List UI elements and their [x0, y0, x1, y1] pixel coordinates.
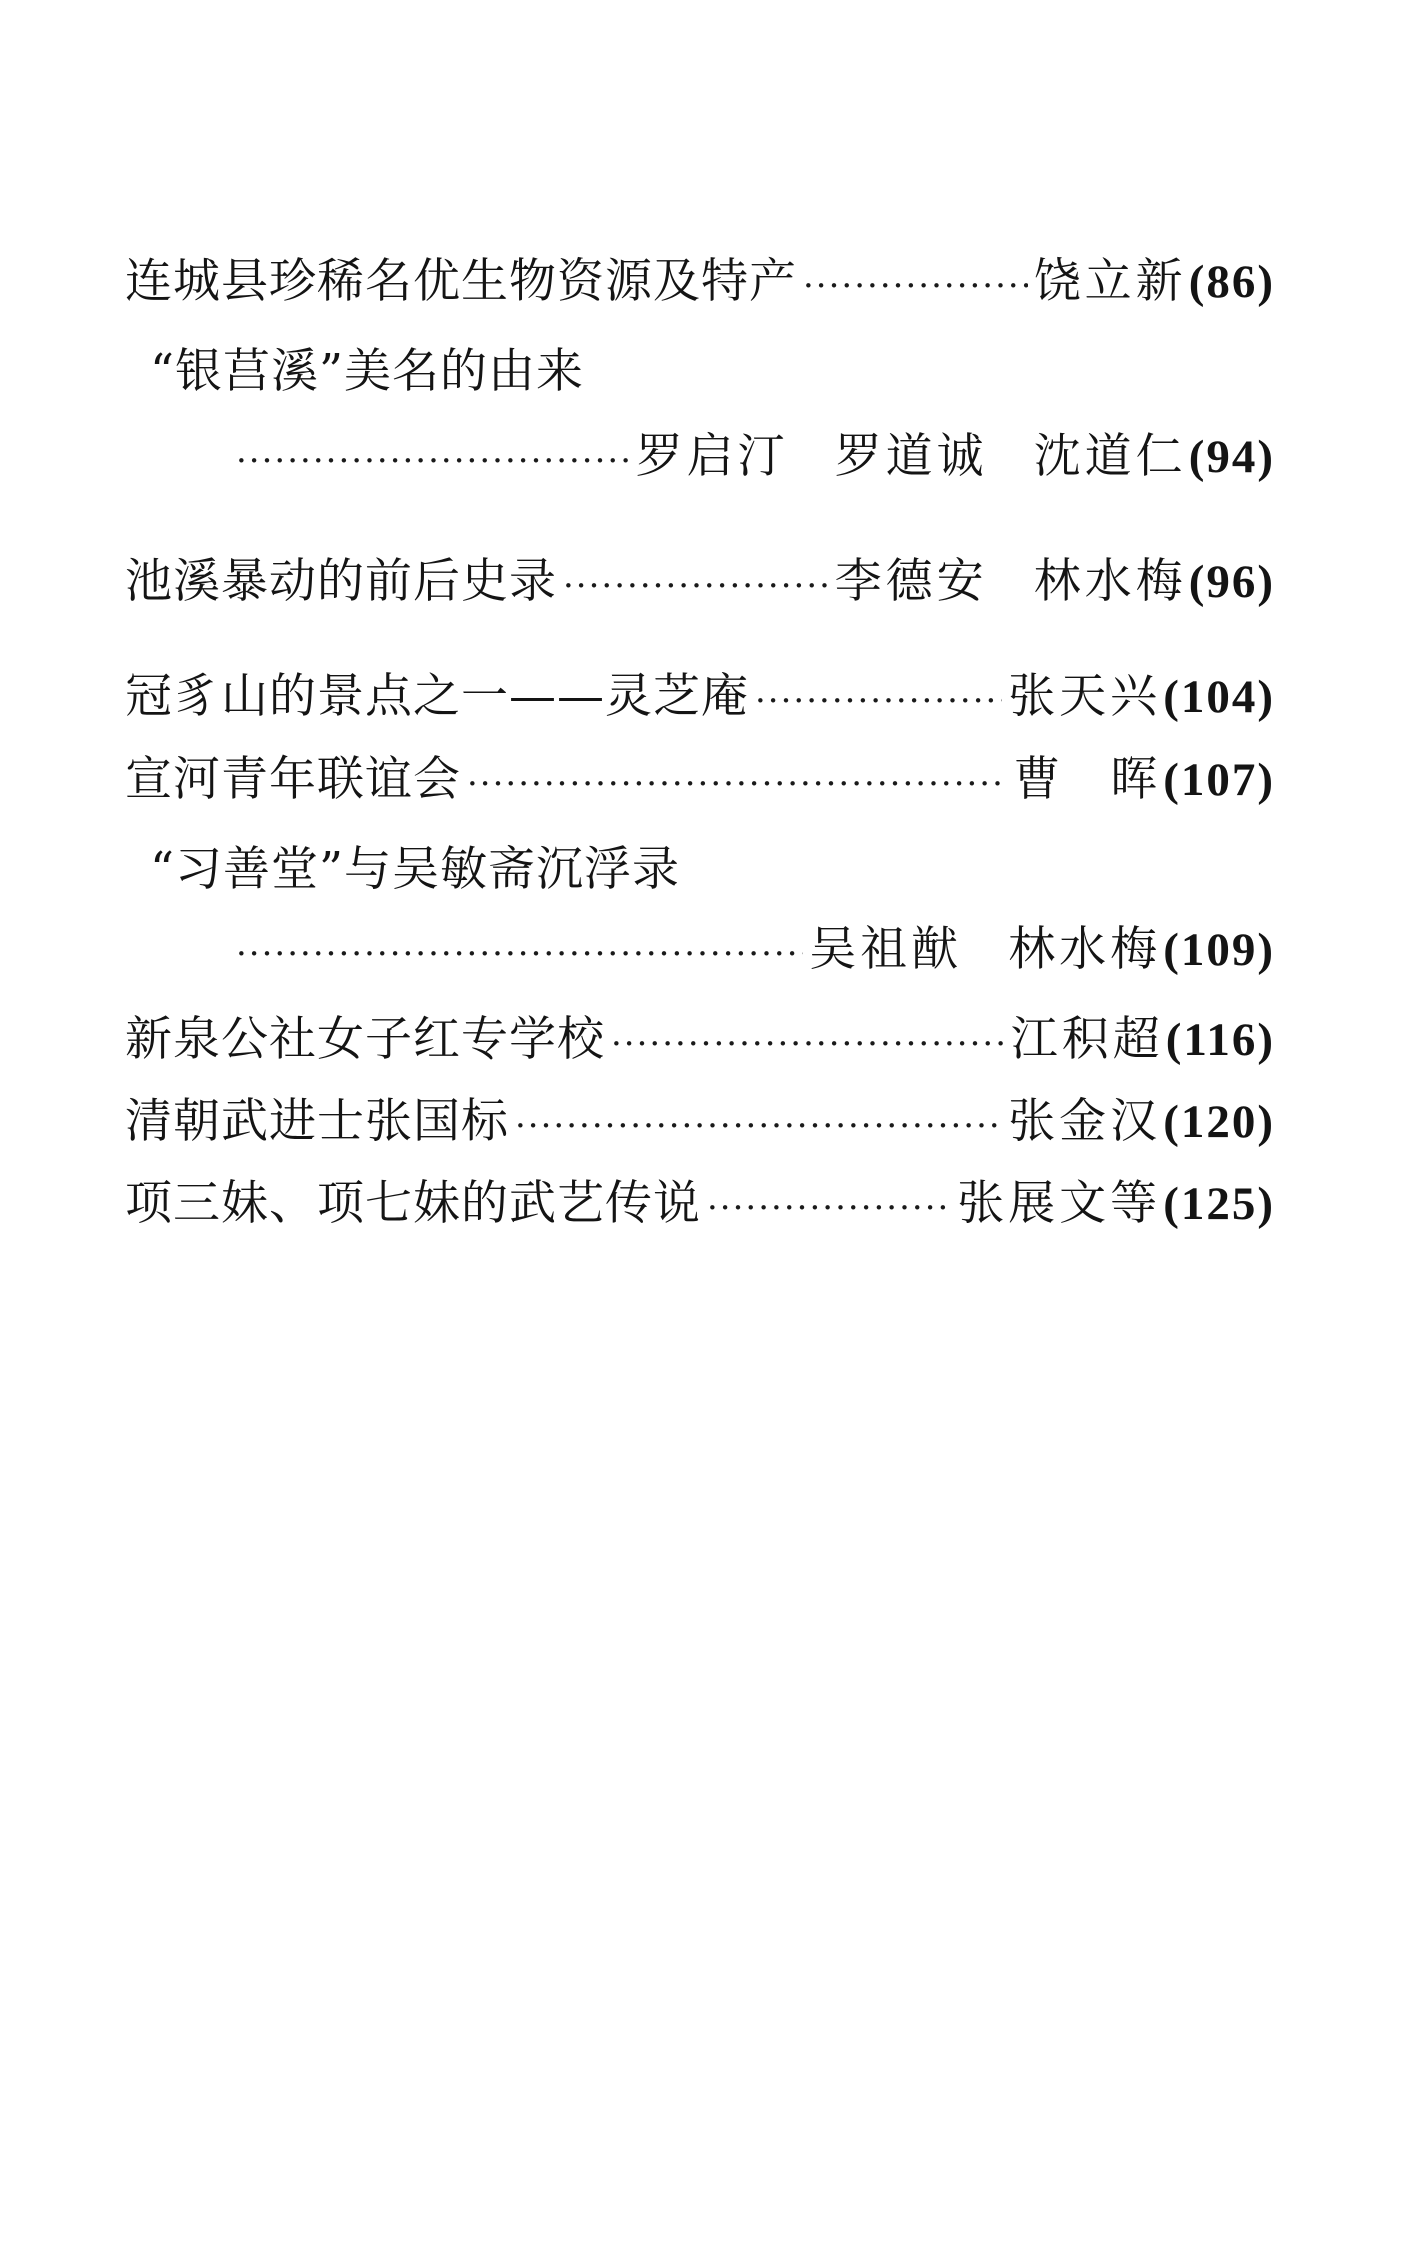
toc-entry-continuation — [230, 425, 1275, 489]
toc-entry-page: (96) — [1188, 556, 1275, 608]
toc-entry-title: “银莒溪”美名的由来 — [150, 344, 585, 399]
toc-entry-continuation — [230, 918, 1275, 982]
toc-entry-page: (86) — [1188, 256, 1275, 308]
toc-entry — [125, 1172, 1275, 1236]
toc-entry — [125, 665, 1275, 729]
toc-leader-dots — [236, 429, 630, 493]
toc-leader-dots — [236, 922, 803, 986]
toc-entry — [150, 340, 1300, 404]
toc-leader-dots — [611, 1012, 1005, 1076]
toc-entry-author: 张展文等 — [957, 1176, 1162, 1231]
toc-entry-page: (125) — [1163, 1178, 1275, 1230]
toc-entry-author: 曹 晖 — [1013, 752, 1162, 807]
toc-entry-author: 张天兴 — [1008, 669, 1162, 724]
toc-leader-dots — [707, 1176, 951, 1240]
toc-entry — [150, 838, 1300, 902]
toc-entry-page: (94) — [1188, 431, 1275, 483]
toc-entry-title: 冠豸山的景点之一——灵芝庵 — [125, 669, 749, 724]
toc-entry-title: 池溪暴动的前后史录 — [125, 554, 557, 609]
toc-entry-title: 连城县珍稀名优生物资源及特产 — [125, 254, 797, 309]
toc-entry-author: 罗启汀 罗道诚 沈道仁 — [635, 429, 1187, 484]
toc-entry — [125, 250, 1275, 314]
toc-entry-author: 饶立新 — [1033, 254, 1187, 309]
toc-entry-title: 项三妹、项七妹的武艺传说 — [125, 1176, 701, 1231]
toc-entry-page: (120) — [1163, 1096, 1275, 1148]
toc-entry — [125, 1090, 1275, 1154]
toc-entry-page: (107) — [1163, 754, 1275, 806]
toc-leader-dots — [563, 554, 829, 618]
toc-entry — [125, 550, 1275, 614]
toc-entry-title: 宣河青年联谊会 — [125, 752, 461, 807]
toc-entry-page: (104) — [1163, 671, 1275, 723]
toc-leader-dots — [803, 254, 1028, 318]
toc-entry-page: (116) — [1165, 1014, 1275, 1066]
toc-entry-title: “习善堂”与吴敏斋沉浮录 — [150, 842, 681, 897]
toc-entry-page: (109) — [1163, 924, 1275, 976]
toc-leader-dots — [467, 752, 1007, 816]
toc-leader-dots — [515, 1094, 1002, 1158]
toc-entry-title: 新泉公社女子红专学校 — [125, 1012, 605, 1067]
toc-entry-author: 吴祖猷 林水梅 — [809, 922, 1162, 977]
toc-entry-author: 李德安 林水梅 — [834, 554, 1187, 609]
toc-entry-author: 张金汉 — [1008, 1094, 1162, 1149]
toc-entry-title: 清朝武进士张国标 — [125, 1094, 509, 1149]
toc-leader-dots — [755, 669, 1002, 733]
toc-entry — [125, 1008, 1275, 1072]
toc-entry-author: 江积超 — [1010, 1012, 1164, 1067]
toc-entry — [125, 748, 1275, 812]
